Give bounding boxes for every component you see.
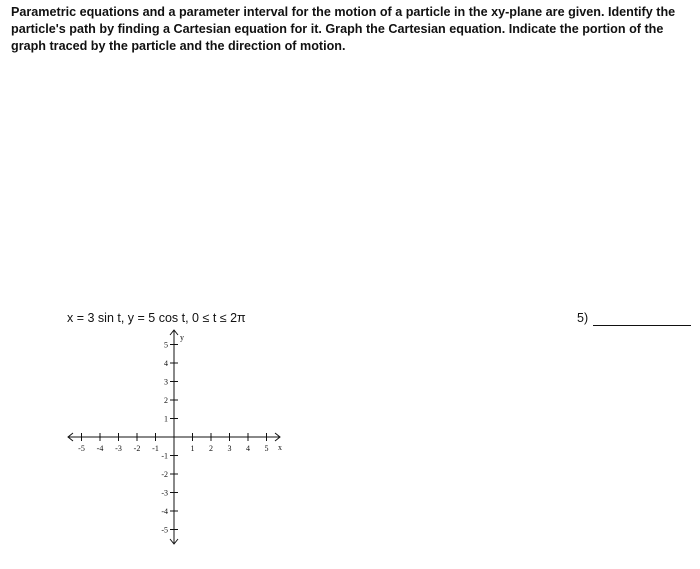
y-tick-label: 2 — [164, 396, 168, 405]
y-tick-label: -5 — [161, 525, 168, 535]
y-tick-label: 3 — [164, 377, 168, 387]
y-tick-label: 5 — [164, 340, 168, 350]
x-tick-label: 5 — [264, 444, 269, 453]
x-tick-label: -2 — [133, 444, 141, 453]
y-axis-label: y — [180, 333, 184, 342]
x-tick-label: 2 — [209, 444, 213, 453]
x-tick-label: 4 — [246, 444, 250, 453]
y-tick-label: -1 — [161, 451, 168, 461]
x-tick-label: 1 — [190, 444, 195, 453]
y-tick-label: -2 — [161, 470, 168, 479]
x-tick-label: 3 — [227, 444, 232, 453]
x-tick-label: -1 — [152, 444, 159, 453]
x-tick-label: -3 — [115, 444, 122, 453]
x-axis-label: x — [278, 443, 282, 452]
problem-number: 5) — [577, 311, 589, 325]
y-tick-label: -4 — [161, 507, 168, 516]
x-ticks — [78, 433, 268, 453]
y-tick-label: -3 — [161, 488, 168, 498]
instructions-text: Parametric equations and a parameter interval for the motion of a particle in the xy-plane are given. Identify the particle's path by finding a Cartesian equation for it. Graph the Cartesian equation. Indicate the portion of the graph traced by the particle and the direction of motion. — [11, 5, 676, 53]
x-tick-label: -5 — [78, 444, 85, 453]
y-tick-label: 4 — [164, 359, 168, 368]
x-tick-label: -4 — [96, 444, 104, 453]
parametric-equation: x = 3 sin t, y = 5 cos t, 0 ≤ t ≤ 2π — [67, 311, 246, 325]
y-tick-label: 1 — [164, 414, 168, 424]
